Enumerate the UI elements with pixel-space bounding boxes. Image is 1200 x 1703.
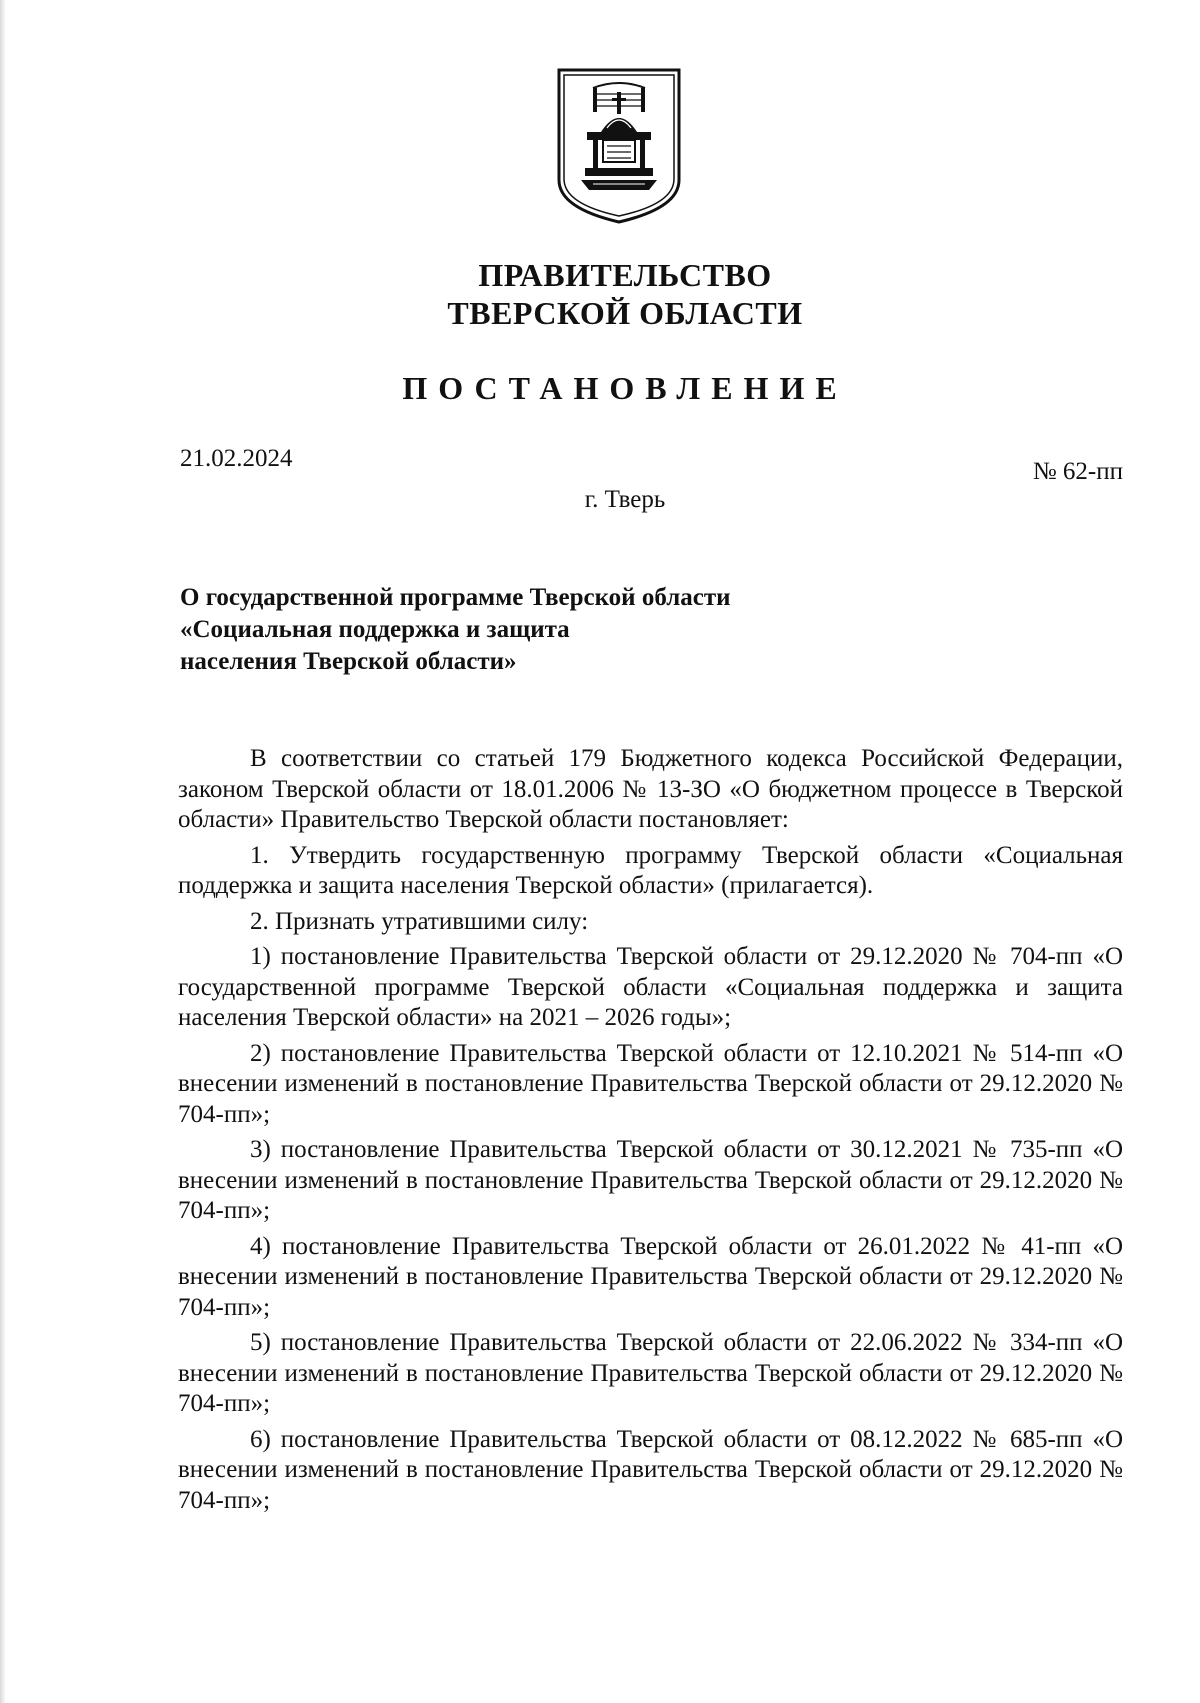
document-title (180, 582, 880, 678)
item-paragraph: 2. Признать утратившими силу: (250, 907, 589, 935)
subitem-paragraph: 4) постановление Правительства Тверской области от 26.01.2022 № 41-пп «О внесении изменений в постановление Правительства Тверской области от 29.12.2020 № 704-пп»; (178, 1232, 1123, 1321)
preamble-paragraph: В соответствии со статьей 179 Бюджетного кодекса Российской Федерации, законом Тверской области от 18.01.2006 № 13-ЗО «О бюджетном процессе в Тверской области» Правительство Тверской области постановляет: (178, 745, 1123, 833)
document-type: ПОСТАНОВЛЕНИЕ (402, 370, 848, 406)
subitem-paragraph: 2) постановление Правительства Тверской области от 12.10.2021 № 514-пп «О внесении изменений в постановление Правительства Тверской области от 29.12.2020 № 704-пп»; (178, 1039, 1123, 1128)
subitem-paragraph: 1) постановление Правительства Тверской области от 29.12.2020 № 704-пп «О государственной программе Тверской области «Социальная поддержка и защита населения Тверской области» на 2021 – 2026 годы»; (178, 943, 1123, 1031)
subitem-paragraph: 5) постановление Правительства Тверской области от 22.06.2022 № 334-пп «О внесении изменений в постановление Правительства Тверской области от 29.12.2020 № 704-пп»; (178, 1329, 1123, 1417)
subitem-paragraph: 3) постановление Правительства Тверской области от 30.12.2021 № 735-пп «О внесении изменений в постановление Правительства Тверской области от 29.12.2020 № 704-пп»; (178, 1136, 1123, 1224)
item-paragraph: 1. Утвердить государственную программу Тверской области «Социальная поддержка и защита населения Тверской области» (прилагается). (178, 841, 1123, 899)
document-body (178, 744, 1123, 1521)
document-date: 21.02.2024 (180, 445, 293, 472)
coat-of-arms-icon (557, 68, 681, 225)
organization-name-line1: ПРАВИТЕЛЬСТВО (478, 257, 772, 293)
subitem-paragraph: 6) постановление Правительства Тверской области от 08.12.2022 № 685-пп «О внесении изменений в постановление Правительства Тверской области от 29.12.2020 № 704-пп»; (178, 1425, 1123, 1514)
title-line: населения Тверской области» (180, 648, 517, 675)
document-number: № 62-пп (1032, 458, 1123, 485)
document-city: г. Тверь (584, 486, 666, 513)
title-line: «Социальная поддержка и защита (180, 616, 570, 643)
title-line: О государственной программе Тверской области (180, 584, 731, 611)
organization-name-line2: ТВЕРСКОЙ ОБЛАСТИ (447, 295, 803, 331)
scan-edge (0, 0, 6, 1703)
